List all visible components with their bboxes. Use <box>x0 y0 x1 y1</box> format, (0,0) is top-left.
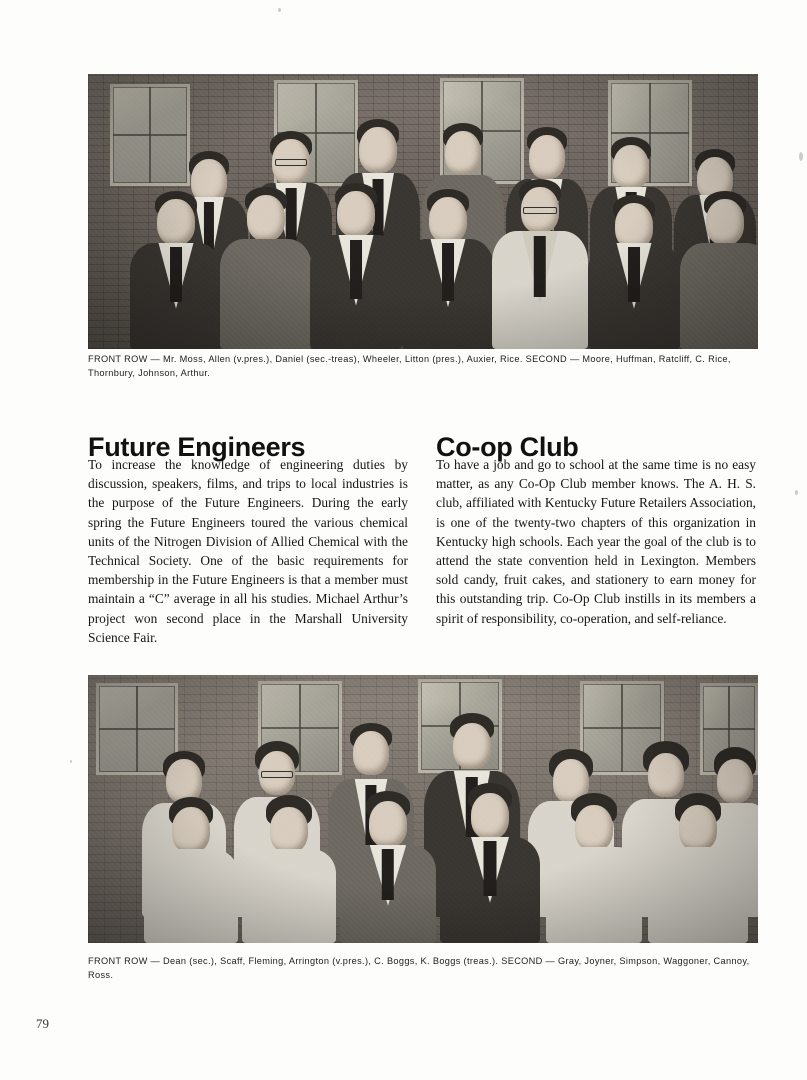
scan-speck <box>795 490 798 495</box>
article-headline-co-op-club: Co-op Club <box>436 432 579 463</box>
photo-caption-co-op-club: FRONT ROW — Dean (sec.), Scaff, Fleming, Arrington (v.pres.), C. Boggs, K. Boggs (treas.). SECOND — Gray, Joyner, Simpson, Waggoner, Cannoy, Ross. <box>88 956 750 980</box>
future-engineers-group-photo <box>88 74 758 349</box>
photo-vignette <box>88 675 758 943</box>
article-headline-future-engineers: Future Engineers <box>88 432 306 463</box>
article-body-future-engineers: To increase the knowledge of engineering duties by discussion, speakers, films, and trips to local industries is the purpose of the Future Engineers. During the early spring the Future Engineers toured the various chemical units of the Nitrogen Division of Allied Chemical with the Technical Society. One of the basic requirements for membership in the Future Engineers is that a member must maintain a “C” average in all his studies. Michael Arthur’s project won second place in the Marshall University Science Fair. <box>88 457 408 645</box>
scan-speck <box>278 8 281 12</box>
photo-vignette <box>88 74 758 349</box>
co-op-club-group-photo <box>88 675 758 943</box>
article-body-co-op-club: To have a job and go to school at the same time is no easy matter, as any Co-Op Club member knows. The A. H. S. club, affiliated with Kentucky Future Retailers Association, is one of the twenty-two chapters of this organization in Kentucky high schools. Each year the goal of the club is to attend the state convention held in Lexington. Members sold candy, fruit cakes, and stationery to earn money for this outstanding trip. Co-Op Club instills in its members a spirit of responsibility, co-operation, and self-reliance. <box>436 457 756 626</box>
page-number: 79 <box>36 1016 49 1031</box>
scan-speck <box>70 760 72 763</box>
photo-caption-future-engineers: FRONT ROW — Mr. Moss, Allen (v.pres.), Daniel (sec.-treas), Wheeler, Litton (pres.), Auxier, Rice. SECOND — Moore, Huffman, Ratcliff, C. Rice, Thornbury, Johnson, Arthur. <box>88 354 731 378</box>
scan-speck <box>799 152 803 161</box>
